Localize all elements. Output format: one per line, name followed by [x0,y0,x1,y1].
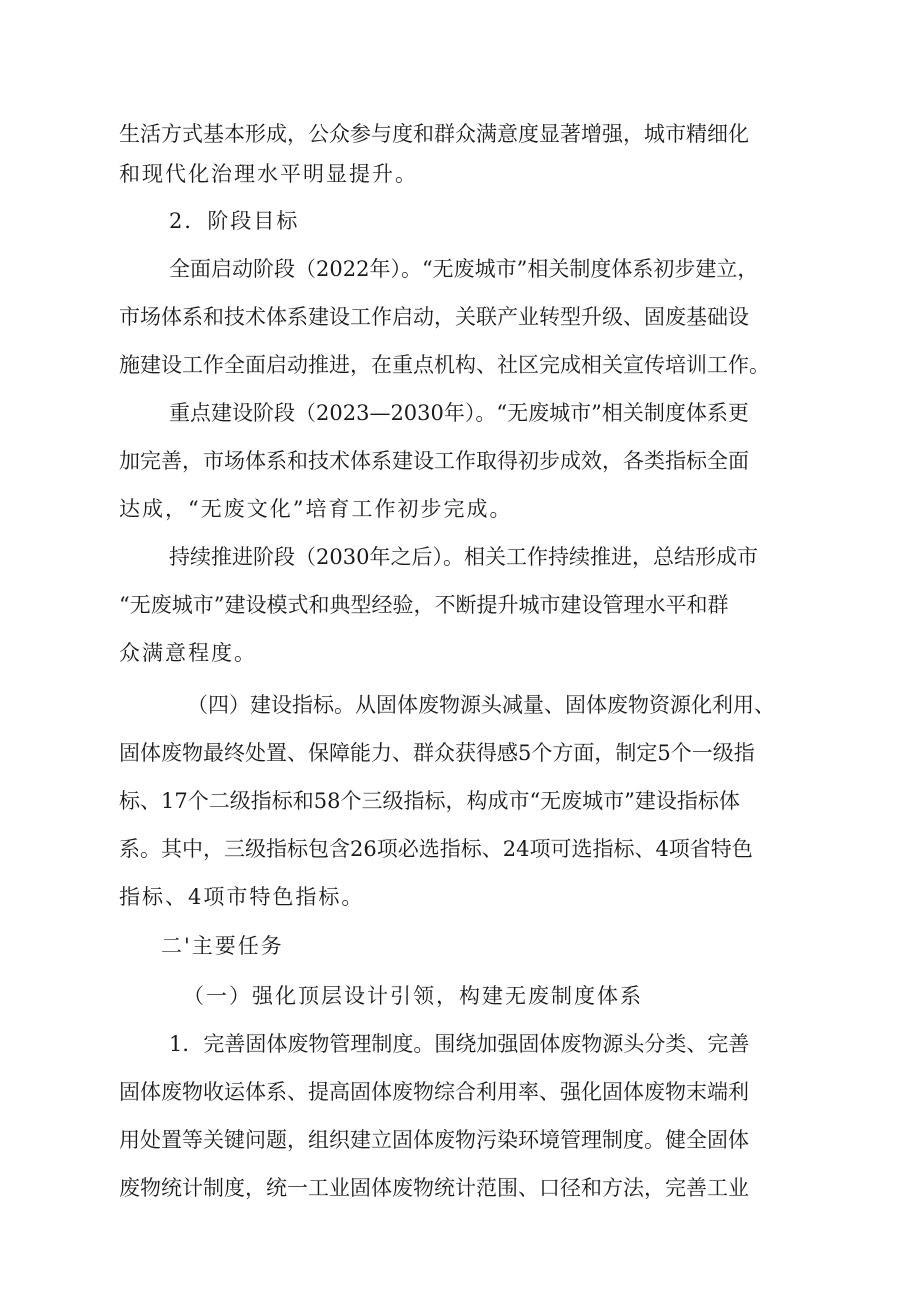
paragraph-line: 全面启动阶段（2022年）。“无废城市”相关制度体系初步建立， [169,257,759,281]
paragraph-line: 用处置等关键问题，组织建立固体废物污染环境管理制度。健全固体 [119,1128,749,1152]
paragraph-line: 固体废物最终处置、保障能力、群众获得感5个方面，制定5个一级指 [119,741,755,765]
paragraph-line: 固体废物收运体系、提高固体废物综合利用率、强化固体废物末端利 [119,1080,749,1104]
paragraph-line: 废物统计制度，统一工业固体废物统计范围、口径和方法，完善工业 [119,1176,749,1200]
paragraph-line: 1．完善固体废物管理制度。围绕加强固体废物源头分类、完善 [169,1032,750,1056]
document-body [119,114,809,1208]
paragraph-line: 持续推进阶段（2030年之后）。相关工作持续推进，总结形成市 [169,545,758,569]
paragraph-line: 指标、4项市特色指标。 [119,885,365,909]
paragraph-line: 重点建设阶段（2023—2030年）。“无废城市”相关制度体系更 [169,401,749,425]
section-heading: 二'主要任务 [161,934,284,958]
paragraph-line: 达成，“无废文化”培育工作初步完成。 [119,497,513,521]
paragraph-line: 施建设工作全面启动推进，在重点机构、社区完成相关宣传培训工作。 [119,353,770,377]
paragraph-line: 系。其中，三级指标包含26项必选指标、24项可选指标、4项省特色 [119,837,753,861]
subsection-heading: （一）强化顶层设计引领，构建无废制度体系 [183,984,643,1008]
section-heading: 2．阶段目标 [169,209,300,233]
paragraph-line: 生活方式基本形成，公众参与度和群众满意度显著增强，城市精细化 [119,122,749,146]
paragraph-line: “无废城市”建设模式和典型经验，不断提升城市建设管理水平和群 [119,593,729,617]
paragraph-line: （四）建设指标。从固体废物源头减量、固体废物资源化利用、 [187,693,775,717]
paragraph-line: 众满意程度。 [119,641,257,665]
paragraph-line: 市场体系和技术体系建设工作启动，关联产业转型升级、固废基础设 [119,305,749,329]
paragraph-line: 标、17个二级指标和58个三级指标，构成市“无废城市”建设指标体 [119,789,740,813]
paragraph-line: 和现代化治理水平明显提升。 [119,162,418,186]
paragraph-line: 加完善，市场体系和技术体系建设工作取得初步成效，各类指标全面 [119,449,749,473]
